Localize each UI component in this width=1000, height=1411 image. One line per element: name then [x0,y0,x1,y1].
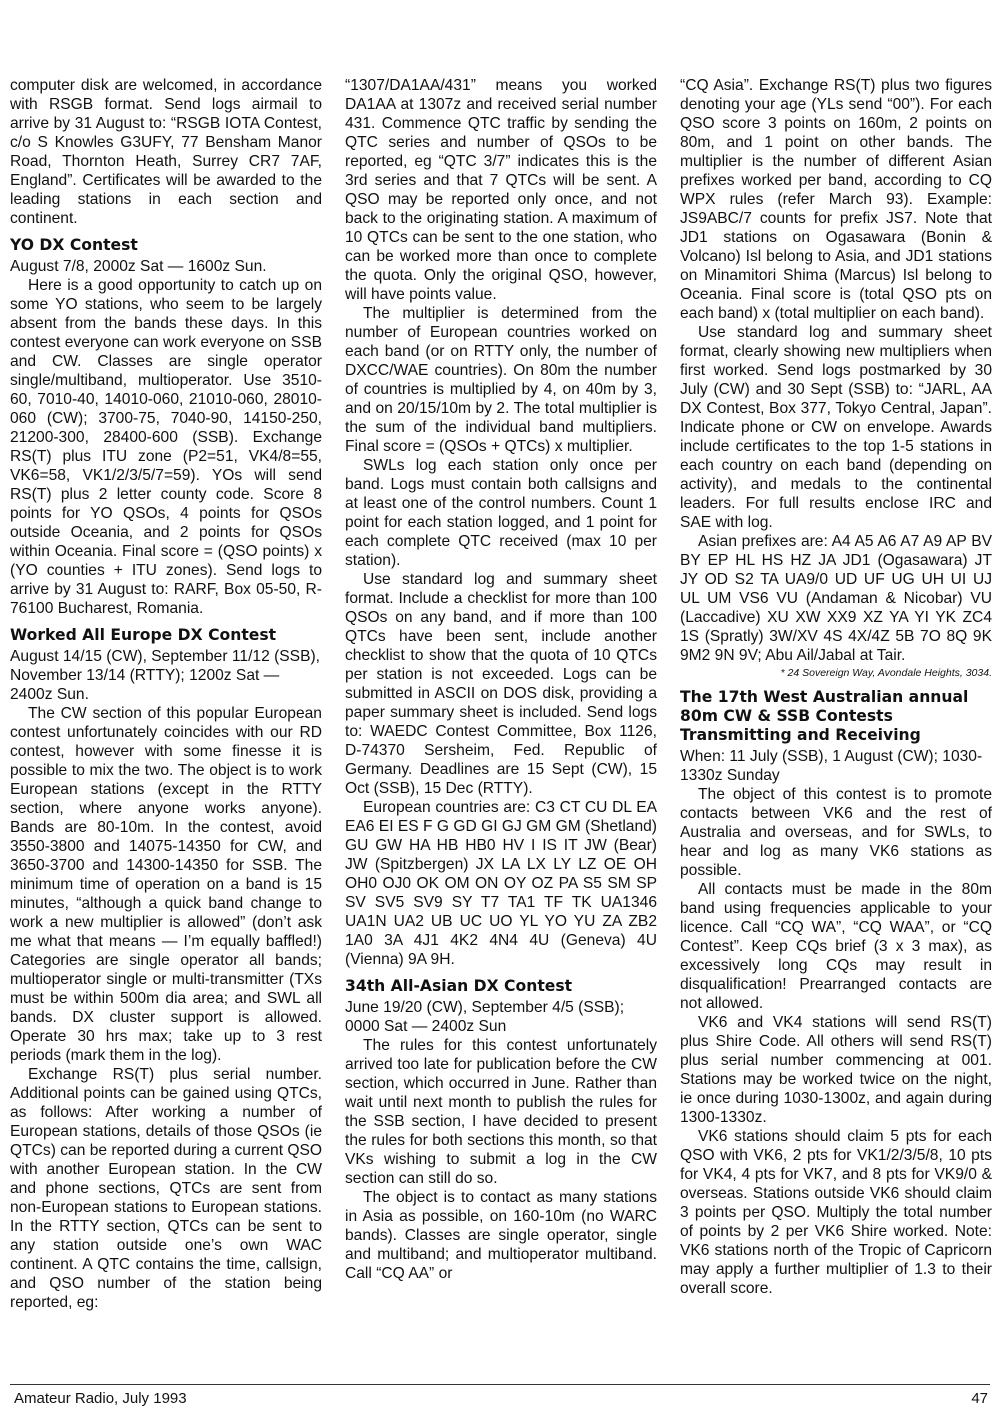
all-asian-dx-contest-date: June 19/20 (CW), September 4/5 (SSB); 0000 Sat — 2400z Sun [345,999,625,1035]
all-asian-exchange-continuation: “CQ Asia”. Exchange RS(T) plus two figures denoting your age (YLs send “00”). For each QSO score 3 points on 160m, 2 points on 80m, and 1 point on other bands. The multiplier is the number of different Asian prefixes worked per band, according to CQ WPX rules (refer March 93). Example: JS9ABC/7 counts for prefix JS7. Note that JD1 stations on Ogasawara (Bonin & Volcano) Isl belong to Asia, and JD1 stations on Minamitori Shima (Marcus) Isl belong to Oceania. Final score is (total QSO pts on each band) x (total multiplier on each band). [680,77,992,322]
west-australian-contest-heading: The 17th West Australian annual 80m CW & SSB Contests Transmitting and Receiving [680,688,969,744]
wae-qtc-continuation: “1307/DA1AA/431” means you worked DA1AA at 1307z and received serial number 431. Commence QTC traffic by sending the QTC series and number of QSOs to be reported, eg “QTC 3/7” indicates this is the 3rd series and that 7 QTCs will be sent. A QSO may be reported only once, and not back to the originating station. A maximum of 10 QTCs can be sent to the one station, who can be worked more than once to complete the quota. Only the original QSO, however, will have points value. [345,77,657,303]
yo-dx-contest-heading: YO DX Contest [10,236,138,254]
wa-contacts-paragraph: All contacts must be made in the 80m band using frequencies applicable to your licence. Call “CQ WA”, “CQ WAA”, or “CQ Contest”. Keep CQs brief (3 x 3 max), as excessively long CQs may result in disqualification! Prearranged contacts are not allowed. [680,881,992,1012]
author-address-note: * 24 Sovereign Way, Avondale Heights, 3034. [780,667,992,679]
column-1 [10,76,322,1312]
wae-swl-paragraph: SWLs log each station only once per band. Logs must contain both callsigns and at least one of the control numbers. Count 1 point for each station logged, and 1 point for each complete QTC received (max 10 per station). [345,457,657,569]
asian-prefixes-paragraph: Asian prefixes are: A4 A5 A6 A7 A9 AP BV BY EP HL HS HZ JA JD1 (Ogasawara) JT JY OD S2 TA UA9/0 UD UF UG UH UI UJ UL UM VS6 VU (Andaman & Nicobar) VU (Laccadive) XU XW XX9 XZ YA YI YK ZC4 1S (Spratly) 3W/XV 4S 4X/4Z 5B 7O 8Q 9K 9M2 9N 9V; Abu Ail/Jabal at Tair. [680,533,992,664]
wae-logs-paragraph: Use standard log and summary sheet format. Include a checklist for more than 100 QSOs on any band, and if more than 100 QTCs have been sent, include another checklist to show that the quota of 10 QTCs per station is not exceeded. Logs can be submitted in ASCII on DOS disk, providing a paper summary sheet is included. Send logs to: WAEDC Contest Committee, Box 1126, D-74370 Sersheim, Fed. Republic of Germany. Deadlines are 15 Sept (CW), 15 Oct (SSB), 15 Dec (RTTY). [345,571,657,797]
page-number: 47 [971,1390,988,1407]
yo-dx-contest-date: August 7/8, 2000z Sat — 1600z Sun. [10,258,267,275]
all-asian-intro-paragraph: The rules for this contest unfortunately arrived too late for publication before the CW section, which occurred in June. Rather than wait until next month to publish the rules for the SSB section, I have decided to present the rules for both sections this month, so that VKs wishing to submit a log in the CW section can still do so. [345,1037,657,1187]
wae-dx-contest-body: The CW section of this popular European contest unfortunately coincides with our RD contest, however with some finesse it is possible to mix the two. The object is to work European stations (except in the RTTY section, where anyone works anyone). Bands are 80-10m. In the contest, avoid 3550-3800 and 14075-14350 for CW, and 3650-3700 and 14300-14350 for SSB. The minimum time of operation on a band is 15 minutes, “although a quick band change to work a new multiplier is allowed” (don’t ask me what that means — I’m equally baffled!) Categories are single operator all bands; multioperator single or multi-transmitter (TXs must be within 500m dia area; and SWL all bands. DX cluster support is allowed. Operate 30 hrs max; take up to 3 rest periods (mark them in the log). [10,705,322,1064]
wae-dx-contest-date: August 14/15 (CW), September 11/12 (SSB), November 13/14 (RTTY); 1200z Sat — 2400z Sun. [10,648,320,703]
wa-scoring-paragraph: VK6 stations should claim 5 pts for each QSO with VK6, 2 pts for VK1/2/3/5/8, 10 pts for VK4, 4 pts for VK7, and 8 pts for VK9/0 & overseas. Stations outside VK6 should claim 3 points per QSO. Multiply the total number of points by 2 per VK6 Shire worked. Note: VK6 stations north of the Tropic of Capricorn may apply a further multiplier of 1.3 to their overall score. [680,1128,992,1297]
west-australian-contest-when: When: 11 July (SSB), 1 August (CW); 1030-1330z Sunday [680,748,983,784]
column-2 [345,76,657,1283]
wa-object-paragraph: The object of this contest is to promote contacts between VK6 and the rest of Australia and overseas, and for SWLs, to hear and log as many VK6 stations as possible. [680,786,992,879]
yo-dx-contest-body: Here is a good opportunity to catch up on some YO stations, who seem to be largely absent from the bands these days. In this contest everyone can work everyone on SSB and CW. Classes are single operator single/multiband, multioperator. Use 3510-60, 7010-40, 14010-060, 21010-060, 28010-060 (CW); 3700-75, 7040-90, 14150-250, 21200-300, 28400-600 (SSB). Exchange RS(T) plus ITU zone (P2=51, VK4/8=55, VK6=58, VK1/2/3/5/7=59). YOs will send RS(T) plus 2 letter county code. Score 8 points for YO QSOs, 4 points for QSOs outside Oceania, and 2 points for QSOs within Oceania. Final score = (QSO points) x (YO counties + ITU zones). Send logs to arrive by 31 August to: RARF, Box 05-50, R-76100 Bucharest, Romania. [10,277,322,617]
column-3 [680,76,992,1298]
wa-exchange-paragraph: VK6 and VK4 stations will send RS(T) plus Shire Code. All others will send RS(T) plus serial number commencing at 001. Stations may be worked twice on the night, ie once during 1030-1300z, and again during 1300-1330z. [680,1014,992,1126]
wae-dx-contest-heading: Worked All Europe DX Contest [10,626,277,644]
wae-exchange-paragraph: Exchange RS(T) plus serial number. Additional points can be gained using QTCs, as follows: After working a number of European stations, details of those QSOs (ie QTCs) can be reported during a current QSO with another European station. In the CW and phone sections, QTCs are sent from non-European stations to European stations. In the RTTY section, QTCs can be sent to any station outside one’s own WAC continent. A QTC contains the time, callsign, and QSO number of the station being reported, eg: [10,1066,323,1311]
publication-title: Amateur Radio, July 1993 [14,1390,187,1407]
iota-continuation-paragraph: computer disk are welcomed, in accordance with RSGB format. Send logs airmail to arrive by 31 August to: “RSGB IOTA Contest, c/o S Knowles G3UFY, 77 Bensham Manor Road, Thornton Heath, Surrey CR7 7AF, England”. Certificates will be awarded to the leading stations in each section and continent. [10,77,322,227]
wae-multiplier-paragraph: The multiplier is determined from the number of European countries worked on each band (or on RTTY only, the number of DXCC/WAE countries). On 80m the number of countries is multiplied by 4, on 40m by 3, and on 20/15/10m by 2. The total multiplier is the sum of the individual band multipliers. Final score = (QSOs + QTCs) x multiplier. [345,305,657,455]
all-asian-object-paragraph: The object is to contact as many stations in Asia as possible, on 160-10m (no WARC bands). Classes are single operator, single and multiband; and multioperator multiband. Call “CQ AA” or [345,1189,657,1282]
all-asian-logs-paragraph: Use standard log and summary sheet format, clearly showing new multipliers when first worked. Send logs postmarked by 30 July (CW) and 30 Sept (SSB) to: “JARL, AA DX Contest, Box 377, Tokyo Central, Japan”. Indicate phone or CW on envelope. Awards include certificates to the top 1-5 stations in each country on each band (depending on activity), and medals to the continental leaders. For full results enclose IRC and SAE with log. [680,324,992,531]
footer-divider [10,1384,990,1385]
european-countries-paragraph: European countries are: C3 CT CU DL EA EA6 EI ES F G GD GI GJ GM GM (Shetland) GU GW HA HB HB0 HV I IS IT JW (Bear) JW (Spitzbergen) JX LA LX LY LZ OE OH OH0 OJ0 OK OM ON OY OZ PA S5 SM SP SV SV5 SV9 SY T7 TA1 TF TK UA1346 UA1N UA2 UB UC UO YL YO YU ZA ZB2 1A0 3A 4J1 4K2 4N4 4U (Geneva) 4U (Vienna) 9A 9H. [345,799,657,968]
page-footer [14,1390,988,1407]
all-asian-dx-contest-heading: 34th All-Asian DX Contest [345,977,573,995]
